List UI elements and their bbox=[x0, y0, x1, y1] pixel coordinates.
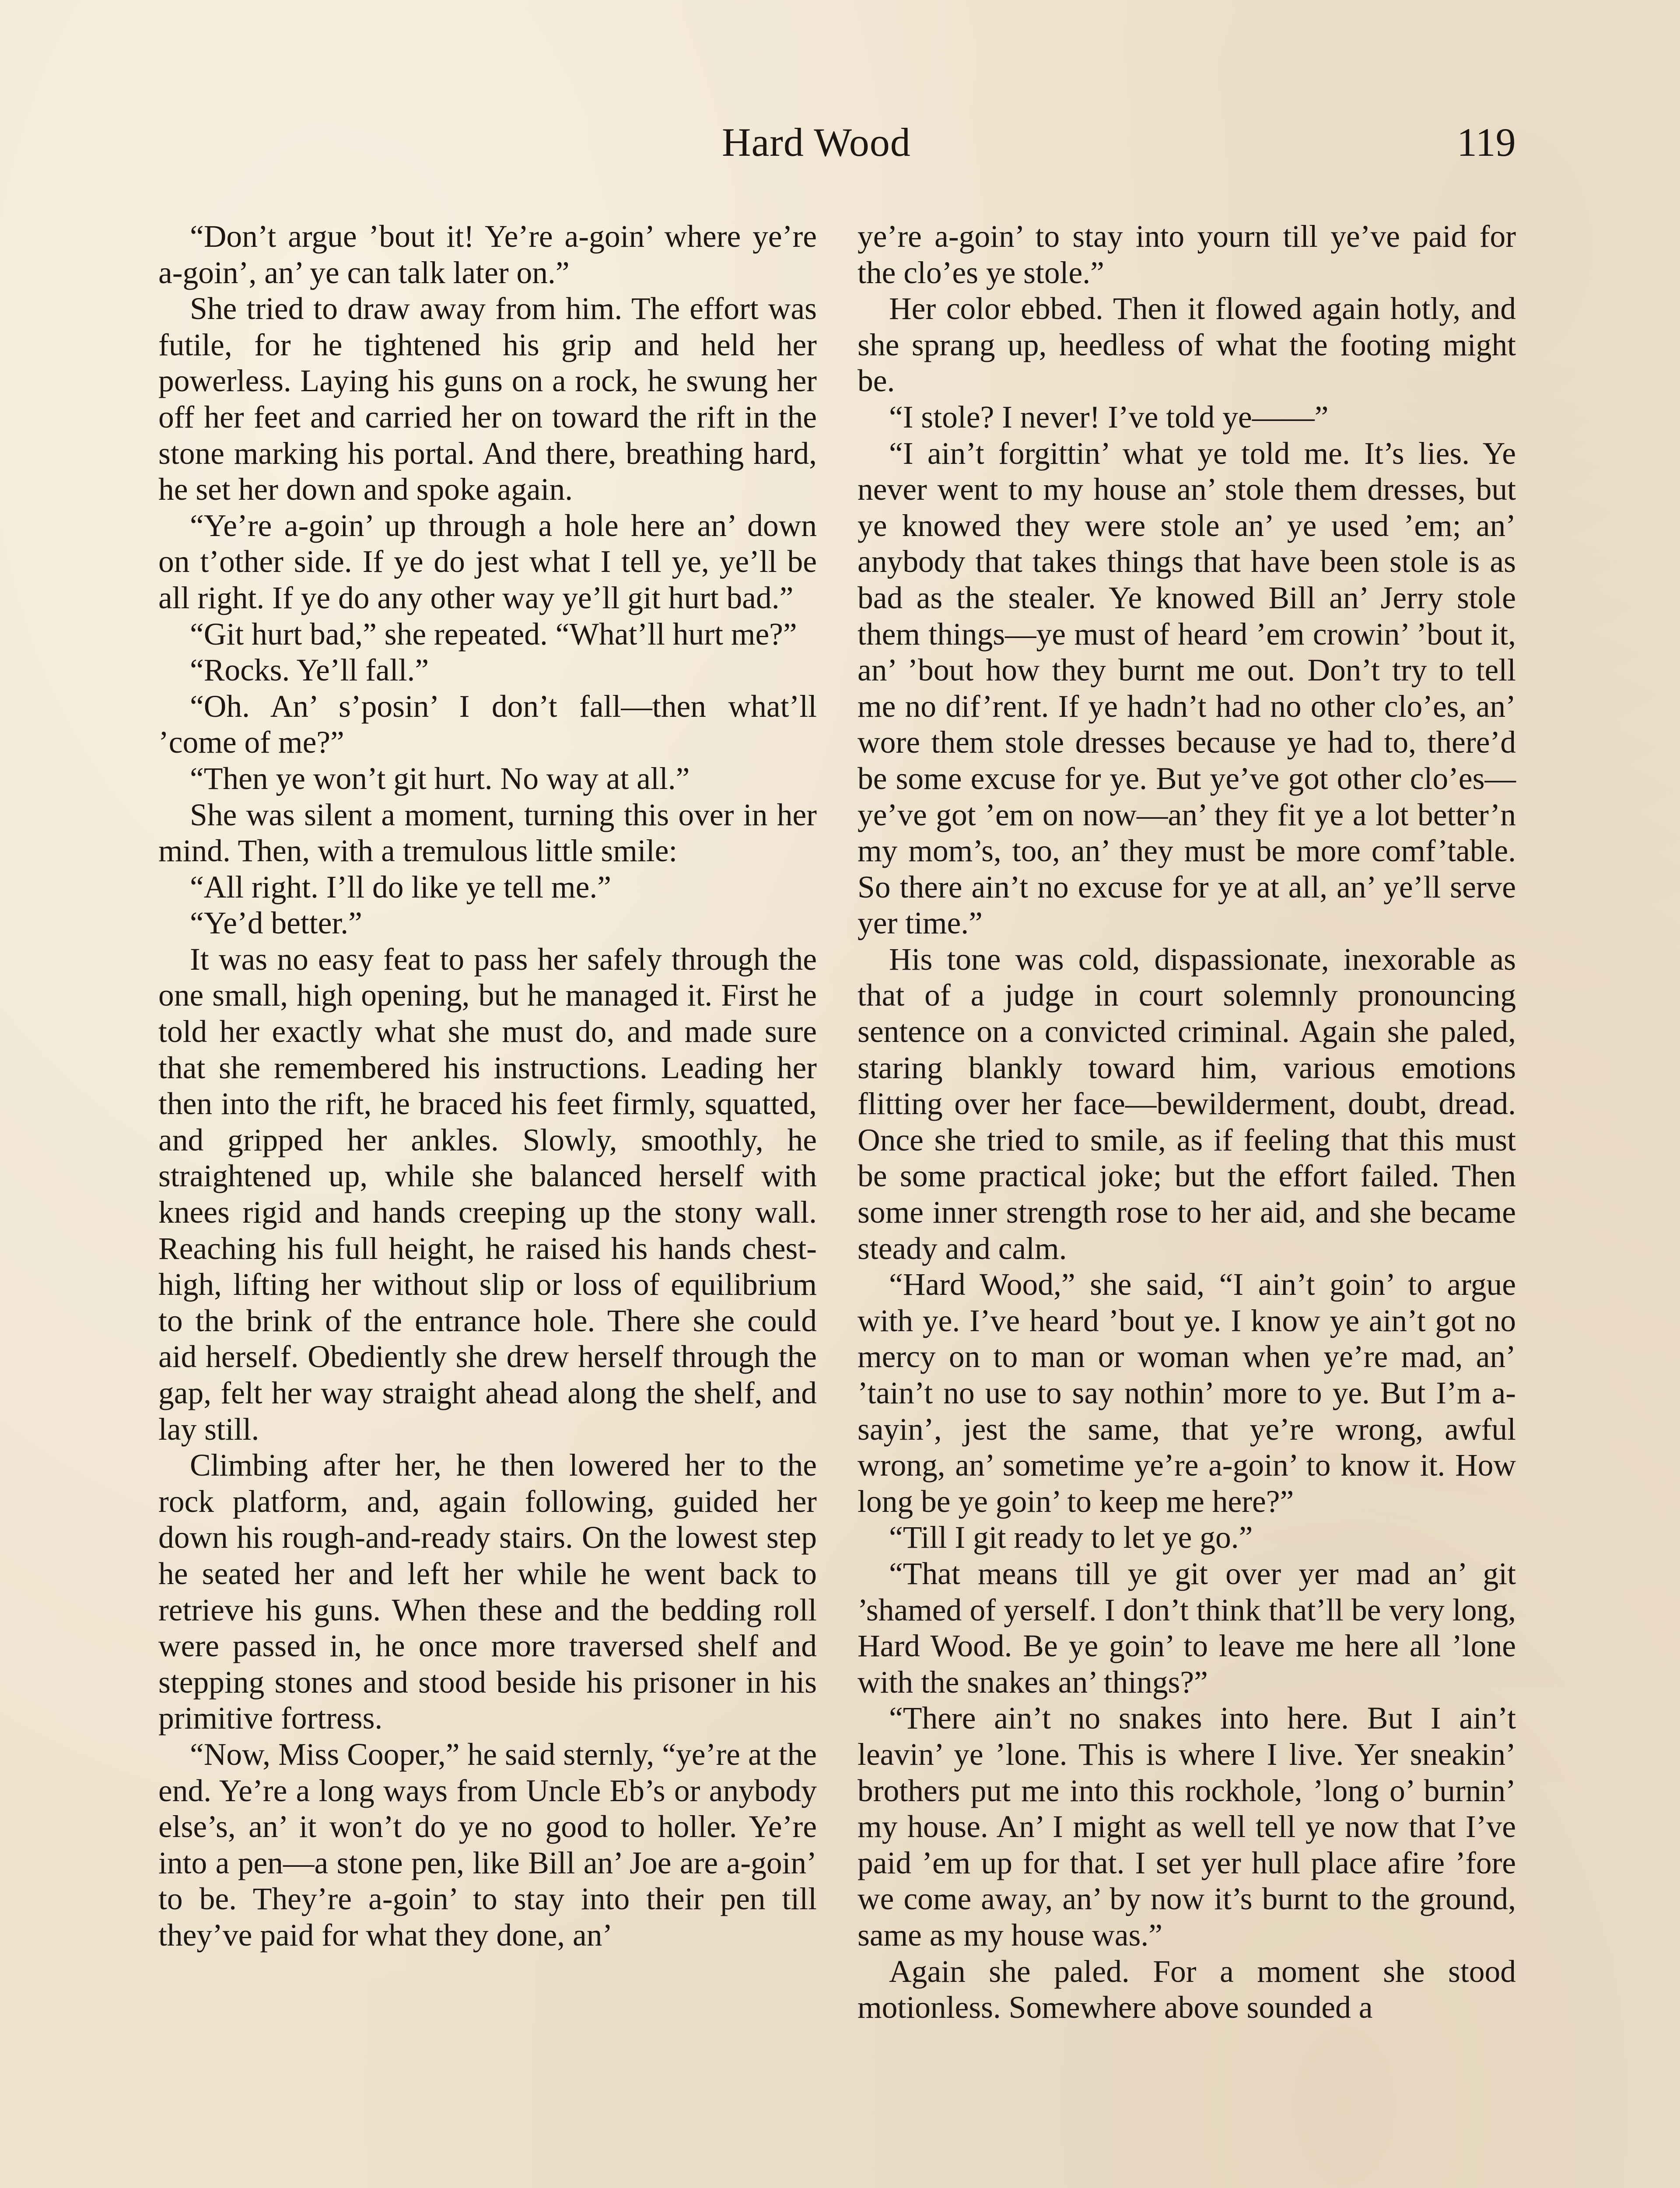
paragraph: She was silent a moment, turning this over in her mind. Then, with a tremulous little smile: bbox=[158, 797, 817, 869]
paragraph: “Don’t argue ’bout it! Ye’re a-goin’ where ye’re a-goin’, an’ ye can talk later on.” bbox=[158, 219, 817, 290]
paragraph: “Ye’d better.” bbox=[190, 906, 362, 941]
paragraph: “Then ye won’t git hurt. No way at all.” bbox=[190, 761, 690, 796]
paragraph: “There ain’t no snakes into here. But I ain’t leavin’ ye ’lone. This is where I live. Yer sneakin’ brothers put me into this rockhole, ’long o’ burnin’ my house. An’ I might as well tell ye now that I’ve paid ’em up for that. I set yer hull place afire ’fore we come away, an’ by now it’s burnt to the ground, same as my house was.” bbox=[858, 1701, 1516, 1953]
right-column bbox=[858, 219, 1516, 2026]
paragraph: “Till I git ready to let ye go.” bbox=[889, 1520, 1253, 1555]
paragraph: “Hard Wood,” she said, “I ain’t goin’ to argue with ye. I’ve heard ’bout ye. I know ye ain’t got no mercy on to man or woman when ye’re mad, an’ ’tain’t no use to say nothin’ more to ye. But I’m a-sayin’, jest the same, that ye’re wrong, awful wrong, an’ sometime ye’re a-goin’ to know it. How long be ye goin’ to keep me here?” bbox=[858, 1267, 1516, 1519]
paragraph: “Oh. An’ s’posin’ I don’t fall—then what’ll ’come of me?” bbox=[158, 689, 817, 760]
paragraph: “That means till ye git over yer mad an’ git ’shamed of yerself. I don’t think that’ll be very long, Hard Wood. Be ye goin’ to leave me here all ’lone with the snakes an’ things?” bbox=[858, 1556, 1516, 1700]
paragraph: Her color ebbed. Then it flowed again hotly, and she sprang up, heedless of what the footing might be. bbox=[858, 291, 1516, 399]
paragraph: “Ye’re a-goin’ up through a hole here an’ down on t’other side. If ye do jest what I tell ye, ye’ll be all right. If ye do any other way ye’ll git hurt bad.” bbox=[158, 508, 817, 615]
paragraph: It was no easy feat to pass her safely through the one small, high opening, but he managed it. First he told her exactly what she must do, and made sure that she remembered his instructions. Leading her then into the rift, he braced his feet firmly, squatted, and gripped her ankles. Slowly, smoothly, he straightened up, while she balanced herself with knees rigid and hands creeping up the stony wall. Reaching his full height, he raised his hands chest-high, lifting her without slip or loss of equilibrium to the brink of the entrance hole. There she could aid herself. Obediently she drew herself through the gap, felt her way straight ahead along the shelf, and lay still. bbox=[158, 942, 817, 1447]
paragraph: “I stole? I never! I’ve told ye——” bbox=[889, 400, 1329, 435]
paragraph-continuation: ye’re a-goin’ to stay into yourn till ye’ve paid for the clo’es ye stole.” bbox=[858, 219, 1516, 290]
paragraph: “Git hurt bad,” she repeated. “What’ll hurt me?” bbox=[190, 617, 797, 652]
running-title: Hard Wood bbox=[722, 120, 911, 165]
paragraph: “Now, Miss Cooper,” he said sternly, “ye’re at the end. Ye’re a long ways from Uncle Eb’s or anybody else’s, an’ it won’t do ye no good to holler. Ye’re into a pen—a stone pen, like Bill an’ Joe are a-goin’ to be. They’re a-goin’ to stay into their pen till they’ve paid for what they done, an’ bbox=[158, 1737, 817, 1953]
paragraph: “I ain’t forgittin’ what ye told me. It’s lies. Ye never went to my house an’ stole them dresses, but ye knowed they were stole an’ ye used ’em; an’ anybody that takes things that have been stole is as bad as the stealer. Ye knowed Bill an’ Jerry stole them things—ye must of heard ’em crowin’ ’bout it, an’ ’bout how they burnt me out. Don’t try to tell me no dif’rent. If ye hadn’t had no other clo’es, an’ wore them stole dresses because ye had to, there’d be some excuse for ye. But ye’ve got other clo’es—ye’ve got ’em on now—an’ they fit ye a lot better’n my mom’s, too, an’ they must be more comf’table. So there ain’t no excuse for ye at all, an’ ye’ll serve yer time.” bbox=[858, 436, 1516, 941]
paragraph: “Rocks. Ye’ll fall.” bbox=[190, 653, 429, 688]
paragraph: “All right. I’ll do like ye tell me.” bbox=[190, 870, 611, 905]
page-number: 119 bbox=[1457, 120, 1516, 165]
paragraph: Climbing after her, he then lowered her to the rock platform, and, again following, guided her down his rough-and-ready stairs. On the lowest step he seated her and left her while he went back to retrieve his guns. When these and the bedding roll were passed in, he once more traversed shelf and stepping stones and stood beside his prisoner in his primitive fortress. bbox=[158, 1448, 817, 1736]
left-column bbox=[158, 219, 817, 1954]
paragraph: Again she paled. For a moment she stood motionless. Somewhere above sounded a bbox=[858, 1954, 1516, 2025]
paragraph: She tried to draw away from him. The effort was futile, for he tightened his grip and held her powerless. Laying his guns on a rock, he swung her off her feet and carried her on toward the rift in the stone marking his portal. And there, breathing hard, he set her down and spoke again. bbox=[158, 291, 817, 507]
paragraph: His tone was cold, dispassionate, inexorable as that of a judge in court solemnly pronouncing sentence on a convicted criminal. Again she paled, staring blankly toward him, various emotions flitting over her face—bewilderment, doubt, dread. Once she tried to smile, as if feeling that this must be some practical joke; but the effort failed. Then some inner strength rose to her aid, and she became steady and calm. bbox=[858, 942, 1516, 1266]
